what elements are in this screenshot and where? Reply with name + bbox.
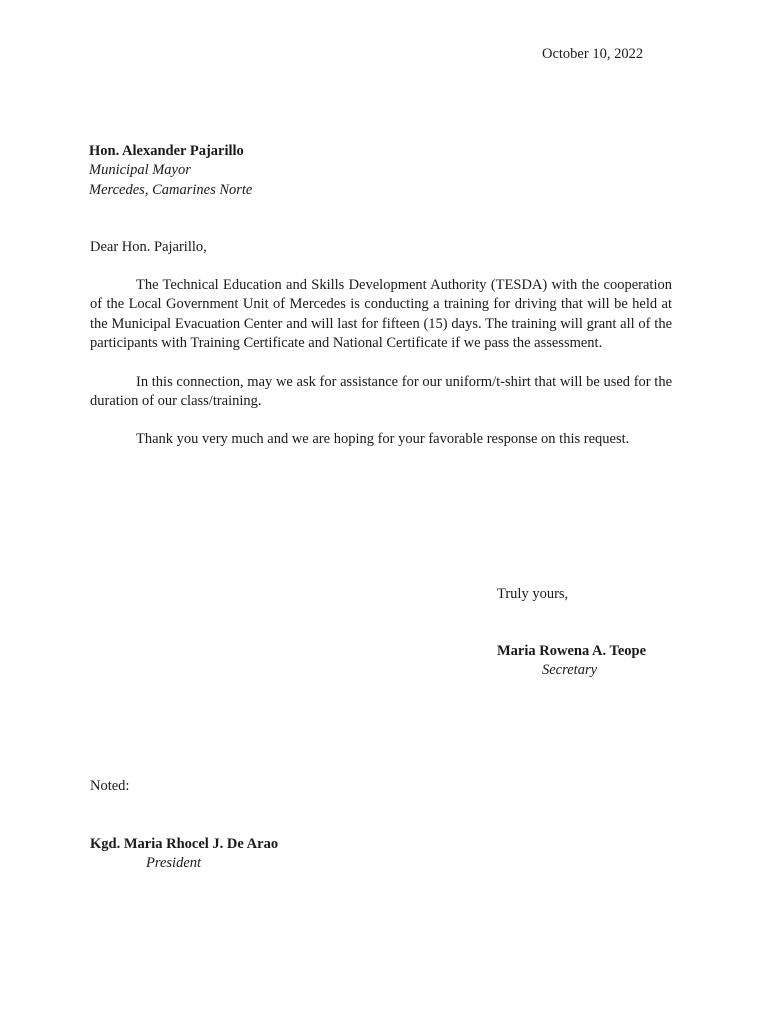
- noted-signer-block: [90, 835, 278, 874]
- recipient-name: Hon. Alexander Pajarillo: [89, 143, 244, 159]
- recipient-block: [89, 142, 252, 200]
- salutation: Dear Hon. Pajarillo,: [90, 239, 207, 255]
- body-paragraph-2: In this connection, may we ask for assistance for our uniform/t-shirt that will be used for the duration of our class/training.: [90, 373, 672, 410]
- closing: Truly yours,: [497, 586, 569, 602]
- noted-label: Noted:: [90, 778, 130, 794]
- noted-signer-name: Kgd. Maria Rhocel J. De Arao: [90, 836, 279, 852]
- body-paragraph-1: The Technical Education and Skills Development Authority (TESDA) with the cooperation of the Local Government Unit of Mercedes is conducting a training for driving that will be held at the Municipal Evacuation Center and will last for fifteen (15) days. The training will grant all of the participants with Training Certificate and National Certificate if we pass the assessment.: [90, 277, 672, 352]
- noted-signer-role: President: [146, 855, 202, 872]
- signer-block: [497, 642, 646, 681]
- signer-role: Secretary: [542, 662, 598, 679]
- letter-date: October 10, 2022: [542, 46, 644, 62]
- letter-body: [90, 276, 672, 469]
- recipient-title: Municipal Mayor: [89, 162, 191, 179]
- body-paragraph-3: Thank you very much and we are hoping for your favorable response on this request.: [136, 431, 630, 448]
- signer-name: Maria Rowena A. Teope: [497, 643, 647, 659]
- recipient-place: Mercedes, Camarines Norte: [89, 181, 253, 198]
